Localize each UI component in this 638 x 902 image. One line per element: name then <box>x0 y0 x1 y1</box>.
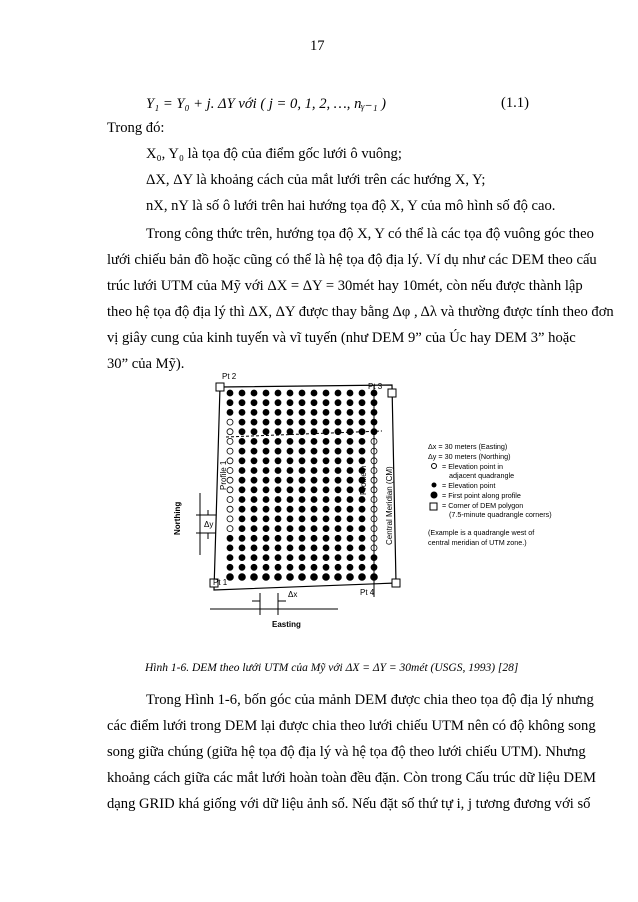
elevation-point <box>347 390 353 396</box>
profile-1-label: Profile 1 <box>219 460 228 490</box>
elevation-point <box>299 419 305 425</box>
elevation-point <box>251 468 257 474</box>
legend-corner-2: (7.5-minute quadrangle corners) <box>449 510 552 519</box>
elevation-point <box>323 429 329 435</box>
elevation-point <box>251 564 257 570</box>
elevation-point <box>359 390 365 396</box>
elevation-point <box>299 487 305 493</box>
elevation-point <box>359 497 365 503</box>
elevation-point <box>311 574 318 581</box>
elevation-point <box>227 526 233 532</box>
elevation-point <box>251 535 257 541</box>
elevation-point <box>263 487 269 493</box>
elevation-point <box>287 487 293 493</box>
elevation-point <box>347 545 353 551</box>
elevation-point <box>287 516 293 522</box>
elevation-point <box>239 574 246 581</box>
elevation-point <box>251 526 257 532</box>
elevation-point <box>287 506 293 512</box>
elevation-point <box>251 448 257 454</box>
elevation-point <box>275 458 281 464</box>
elevation-point <box>227 545 233 551</box>
elevation-point <box>347 409 353 415</box>
elevation-point <box>287 458 293 464</box>
elevation-point <box>299 545 305 551</box>
elevation-point <box>263 535 269 541</box>
elevation-point <box>347 516 353 522</box>
equation: Y₁ = Y₀ + j. ΔY với ( j = 0, 1, 2, …, nᵧ₋₁ ) <box>146 96 387 112</box>
elevation-point <box>263 448 269 454</box>
elevation-point <box>275 506 281 512</box>
elevation-point <box>299 574 306 581</box>
elevation-point <box>251 487 257 493</box>
elevation-point <box>275 448 281 454</box>
elevation-point <box>227 429 233 435</box>
elevation-point <box>299 535 305 541</box>
elevation-point <box>275 409 281 415</box>
legend-open-circle-icon <box>432 464 437 469</box>
elevation-point <box>335 429 341 435</box>
elevation-point <box>287 545 293 551</box>
elevation-point <box>335 516 341 522</box>
elevation-point <box>347 448 353 454</box>
legend <box>428 442 552 547</box>
elevation-point <box>347 526 353 532</box>
elevation-point <box>275 438 281 444</box>
elevation-point <box>287 564 293 570</box>
elevation-point <box>239 458 245 464</box>
elevation-point <box>335 409 341 415</box>
elevation-point <box>239 506 245 512</box>
elevation-point <box>323 477 329 483</box>
elevation-point <box>263 429 269 435</box>
elevation-point <box>251 400 257 406</box>
elevation-point <box>311 419 317 425</box>
elevation-point <box>323 535 329 541</box>
elevation-point <box>347 477 353 483</box>
elevation-points-grid <box>227 390 378 580</box>
elevation-point <box>335 400 341 406</box>
text-line: theo hệ tọa độ địa lý thì ΔX, ΔY được thay bằng Δφ , Δλ và thường được tính theo đơn <box>107 304 614 320</box>
elevation-point <box>335 458 341 464</box>
elevation-point <box>263 409 269 415</box>
elevation-point <box>239 555 245 561</box>
elevation-point <box>287 535 293 541</box>
elevation-point <box>323 555 329 561</box>
elevation-point <box>251 409 257 415</box>
elevation-point <box>251 477 257 483</box>
elevation-point <box>299 477 305 483</box>
elevation-point <box>251 458 257 464</box>
elevation-point <box>347 535 353 541</box>
paragraph-1 <box>107 221 614 377</box>
elevation-point <box>335 419 341 425</box>
legend-large-dot-icon <box>431 492 438 499</box>
pt2-label: Pt 2 <box>222 372 237 381</box>
elevation-point <box>227 564 233 570</box>
elevation-point <box>359 458 365 464</box>
elevation-point <box>311 555 317 561</box>
text-line: lưới chiếu bản đồ hoặc cũng có thể là hệ tọa độ địa lý. Ví dụ như các DEM theo cấu <box>107 252 597 268</box>
elevation-point <box>299 458 305 464</box>
elevation-point <box>335 497 341 503</box>
elevation-point <box>299 448 305 454</box>
elevation-point <box>251 438 257 444</box>
elevation-point <box>275 555 281 561</box>
dem-utm-figure <box>160 365 555 630</box>
elevation-point <box>227 419 233 425</box>
text-line: khoảng cách giữa các mắt lưới hoàn toàn đều đặn. Còn trong Cấu trúc dữ liệu DEM <box>107 770 596 786</box>
elevation-point <box>323 458 329 464</box>
elevation-point <box>323 516 329 522</box>
elevation-point <box>275 574 282 581</box>
where-label: Trong đó: <box>107 120 165 136</box>
legend-dy: Δy = 30 meters (Northing) <box>428 452 511 461</box>
text-line: các điểm lưới trong DEM lại được chia theo lưới chiếu UTM nên có độ không song <box>107 718 596 734</box>
elevation-point <box>323 564 329 570</box>
legend-adjacent-point-2: adjacent quadrangle <box>449 471 515 480</box>
elevation-point <box>263 574 270 581</box>
elevation-point <box>359 438 365 444</box>
elevation-point <box>227 438 233 444</box>
elevation-point <box>335 574 342 581</box>
elevation-point <box>311 448 317 454</box>
elevation-point <box>251 506 257 512</box>
elevation-point <box>251 429 257 435</box>
elevation-point <box>287 429 293 435</box>
definition-item: ΔX, ΔY là khoảng cách của mắt lưới trên các hướng X, Y; <box>146 172 486 188</box>
elevation-point <box>311 497 317 503</box>
elevation-point <box>299 468 305 474</box>
elevation-point <box>347 468 353 474</box>
elevation-point <box>311 526 317 532</box>
elevation-point <box>263 497 269 503</box>
elevation-point <box>227 555 233 561</box>
elevation-point <box>287 477 293 483</box>
text-line: vị giây cung của kinh tuyến và vĩ tuyến (như DEM 9” của Úc hay DEM 3” hoặc <box>107 330 576 346</box>
elevation-point <box>359 419 365 425</box>
elevation-point <box>239 438 245 444</box>
elevation-point <box>263 419 269 425</box>
elevation-point <box>239 516 245 522</box>
elevation-point <box>275 564 281 570</box>
elevation-point <box>275 429 281 435</box>
elevation-point <box>347 438 353 444</box>
elevation-point <box>263 506 269 512</box>
elevation-point <box>311 477 317 483</box>
elevation-point <box>239 468 245 474</box>
elevation-point <box>311 545 317 551</box>
text-line: song giữa chúng (giữa hệ tọa độ địa lý và hệ tọa độ theo lưới chiếu UTM). Nhưng <box>107 744 586 760</box>
elevation-point <box>275 390 281 396</box>
elevation-point <box>347 564 353 570</box>
elevation-point <box>311 535 317 541</box>
elevation-point <box>359 555 365 561</box>
elevation-point <box>227 400 233 406</box>
elevation-point <box>287 400 293 406</box>
elevation-point <box>251 574 258 581</box>
elevation-point <box>299 555 305 561</box>
page-number: 17 <box>310 38 325 54</box>
elevation-point <box>239 400 245 406</box>
paragraph-2 <box>107 687 596 817</box>
elevation-point <box>359 526 365 532</box>
elevation-point <box>227 390 233 396</box>
elevation-point <box>323 574 330 581</box>
text-line: trúc lưới UTM của Mỹ với ΔX = ΔY = 30mét hay 10mét, còn nếu được thành lập <box>107 278 583 294</box>
elevation-point <box>287 438 293 444</box>
pt1-label: Pt 1 <box>213 578 228 587</box>
elevation-point <box>239 497 245 503</box>
elevation-point <box>311 516 317 522</box>
elevation-point <box>275 535 281 541</box>
elevation-point <box>323 400 329 406</box>
elevation-point <box>263 400 269 406</box>
elevation-point <box>275 400 281 406</box>
definition-item: X₀, Y₀ là tọa độ của điểm gốc lưới ô vuông; <box>146 146 402 162</box>
elevation-point <box>275 545 281 551</box>
elevation-point <box>311 400 317 406</box>
elevation-point <box>263 477 269 483</box>
elevation-point <box>227 516 233 522</box>
elevation-point <box>323 545 329 551</box>
elevation-point <box>275 487 281 493</box>
elevation-point <box>239 526 245 532</box>
elevation-point <box>239 390 245 396</box>
elevation-point <box>323 419 329 425</box>
elevation-point <box>239 429 245 435</box>
elevation-point <box>275 468 281 474</box>
elevation-point <box>335 506 341 512</box>
elevation-point <box>251 390 257 396</box>
elevation-point <box>251 545 257 551</box>
legend-dx: Δx = 30 meters (Easting) <box>428 442 508 451</box>
elevation-point <box>275 516 281 522</box>
elevation-point <box>275 477 281 483</box>
elevation-point <box>311 409 317 415</box>
elevation-point <box>323 526 329 532</box>
elevation-point <box>335 468 341 474</box>
text-line: dạng GRID khá giống với dữ liệu ảnh số. Nếu đặt số thứ tự i, j tương đương với số <box>107 796 591 812</box>
elevation-point <box>311 458 317 464</box>
elevation-point <box>335 487 341 493</box>
elevation-point <box>335 438 341 444</box>
elevation-point <box>299 497 305 503</box>
elevation-point <box>311 468 317 474</box>
elevation-point <box>239 448 245 454</box>
elevation-point <box>323 506 329 512</box>
equation-number: (1.1) <box>501 95 529 111</box>
corner-square-pt4 <box>392 579 400 587</box>
elevation-point <box>359 545 365 551</box>
elevation-point <box>299 409 305 415</box>
elevation-point <box>251 419 257 425</box>
pt3-label: Pt 3 <box>368 382 383 391</box>
elevation-point <box>299 516 305 522</box>
elevation-point <box>263 545 269 551</box>
elevation-point <box>299 438 305 444</box>
corner-square-pt3 <box>388 389 396 397</box>
elevation-point <box>287 574 294 581</box>
legend-first-point: = First point along profile <box>442 491 521 500</box>
elevation-point <box>227 409 233 415</box>
elevation-point <box>335 448 341 454</box>
elevation-point <box>287 448 293 454</box>
text-line: 30” của Mỹ). <box>107 356 185 372</box>
elevation-point <box>263 564 269 570</box>
elevation-point <box>287 497 293 503</box>
elevation-point <box>239 545 245 551</box>
elevation-point <box>299 390 305 396</box>
elevation-point <box>251 516 257 522</box>
elevation-point <box>299 526 305 532</box>
elevation-point <box>323 468 329 474</box>
elevation-point <box>335 526 341 532</box>
elevation-point <box>239 477 245 483</box>
elevation-point <box>323 409 329 415</box>
elevation-point <box>323 497 329 503</box>
pt4-label: Pt 4 <box>360 588 375 597</box>
elevation-point <box>251 555 257 561</box>
elevation-point <box>359 400 365 406</box>
profile-n-label: Profile n <box>359 465 368 495</box>
elevation-point <box>359 535 365 541</box>
elevation-point <box>251 497 257 503</box>
elevation-point <box>239 487 245 493</box>
elevation-point <box>359 564 365 570</box>
elevation-point <box>311 506 317 512</box>
elevation-point <box>359 409 365 415</box>
easting-label: Easting <box>272 620 301 629</box>
dy-label: Δy <box>204 520 214 529</box>
legend-corner: = Corner of DEM polygon <box>442 501 524 510</box>
elevation-point <box>239 535 245 541</box>
elevation-point <box>311 438 317 444</box>
elevation-point <box>347 419 353 425</box>
dx-label: Δx <box>288 590 298 599</box>
elevation-point <box>347 458 353 464</box>
northing-label: Northing <box>173 501 182 535</box>
elevation-point <box>323 448 329 454</box>
elevation-point <box>335 390 341 396</box>
definition-item: nX, nY là số ô lưới trên hai hướng tọa độ X, Y của mô hình số độ cao. <box>146 198 556 214</box>
text-line: Trong Hình 1-6, bốn góc của mảnh DEM được chia theo tọa độ địa lý nhưng <box>146 692 594 708</box>
legend-small-dot-icon <box>432 483 437 488</box>
legend-square-icon <box>430 503 437 510</box>
elevation-point <box>347 497 353 503</box>
elevation-point <box>359 516 365 522</box>
elevation-point <box>299 564 305 570</box>
elevation-point <box>335 545 341 551</box>
elevation-point <box>227 497 233 503</box>
elevation-point <box>359 506 365 512</box>
elevation-point <box>347 555 353 561</box>
note-line-1: (Example is a quadrangle west of <box>428 528 535 537</box>
elevation-point <box>311 390 317 396</box>
elevation-point <box>311 487 317 493</box>
elevation-point <box>323 438 329 444</box>
elevation-point <box>287 390 293 396</box>
elevation-point <box>263 516 269 522</box>
elevation-point <box>227 506 233 512</box>
elevation-point <box>263 526 269 532</box>
elevation-point <box>239 564 245 570</box>
elevation-point <box>323 390 329 396</box>
elevation-point <box>263 555 269 561</box>
elevation-point <box>263 390 269 396</box>
note-line-2: central meridian of UTM zone.) <box>428 538 527 547</box>
elevation-point <box>359 574 366 581</box>
elevation-point <box>227 574 234 581</box>
legend-elevation-point: = Elevation point <box>442 481 496 490</box>
elevation-point <box>287 555 293 561</box>
elevation-point <box>239 419 245 425</box>
elevation-point <box>287 526 293 532</box>
elevation-point <box>347 400 353 406</box>
elevation-point <box>335 555 341 561</box>
elevation-point <box>239 409 245 415</box>
elevation-point <box>287 419 293 425</box>
elevation-point <box>275 526 281 532</box>
corner-square-pt2 <box>216 383 224 391</box>
elevation-point <box>299 506 305 512</box>
elevation-point <box>347 506 353 512</box>
elevation-point <box>311 564 317 570</box>
figure-caption: Hình 1-6. DEM theo lưới UTM của Mỹ với ΔX = ΔY = 30mét (USGS, 1993) [28] <box>145 662 519 674</box>
elevation-point <box>227 535 233 541</box>
text-line: Trong công thức trên, hướng tọa độ X, Y có thể là các tọa độ vuông góc theo <box>146 226 594 242</box>
elevation-point <box>263 438 269 444</box>
elevation-point <box>263 458 269 464</box>
elevation-point <box>287 409 293 415</box>
legend-adjacent-point: = Elevation point in <box>442 462 503 471</box>
elevation-point <box>335 564 341 570</box>
elevation-point <box>347 574 354 581</box>
elevation-point <box>263 468 269 474</box>
elevation-point <box>299 400 305 406</box>
elevation-point <box>227 448 233 454</box>
elevation-point <box>275 419 281 425</box>
elevation-point <box>323 487 329 493</box>
central-meridian-label: Central Meridian (CM) <box>385 466 394 545</box>
elevation-point <box>335 477 341 483</box>
elevation-point <box>359 448 365 454</box>
elevation-point <box>275 497 281 503</box>
elevation-point <box>287 468 293 474</box>
elevation-point <box>335 535 341 541</box>
elevation-point <box>347 487 353 493</box>
